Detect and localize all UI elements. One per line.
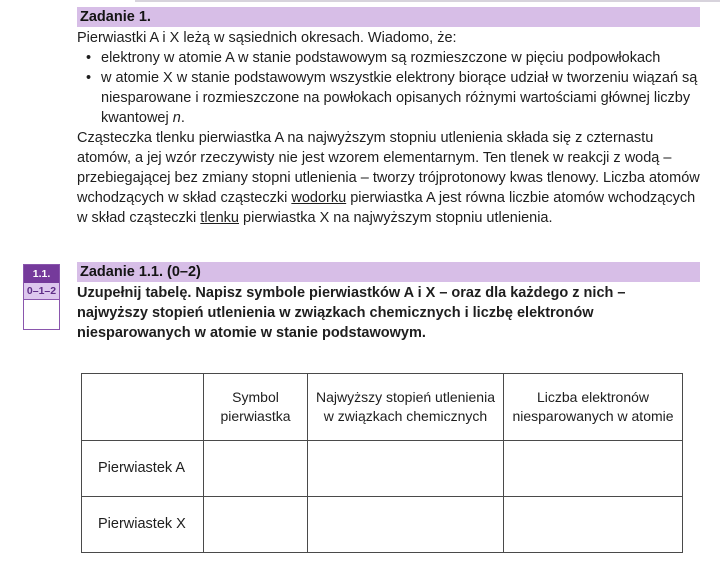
table-corner-cell <box>82 374 204 441</box>
answers-table <box>81 373 683 553</box>
underlined-word-tlenku: tlenku <box>200 210 239 226</box>
score-entry-box <box>24 300 59 329</box>
margin-score-marker <box>23 264 60 330</box>
row-label-element-x: Pierwiastek X <box>82 497 204 553</box>
answer-cell <box>504 441 683 497</box>
column-header-symbol: Symbol pierwiastka <box>204 374 308 441</box>
paragraph-segment: Cząsteczka tlenku pierwiastka A na najwyższym stopniu utlenienia składa się z czternastu atomów, a jej wzór rzeczywisty nie jest wzorem elementarnym. Ten tlenek w reakcji z wodą – przebiegającej bez zmiany stopni utlenienia – tworzy trójprotonowy kwas tlenowy. Liczba atomów wchodzących w skład cząsteczki <box>77 130 700 206</box>
task-1-1-header-bar <box>77 262 700 282</box>
paragraph-segment: pierwiastka X na najwyższym stopniu utlenienia. <box>239 210 553 226</box>
task-1-section <box>77 7 700 228</box>
task-1-title: Zadanie 1. <box>80 9 151 25</box>
table-row <box>82 497 683 553</box>
row-label-element-a: Pierwiastek A <box>82 441 204 497</box>
task-1-1-title: Zadanie 1.1. (0–2) <box>80 264 201 280</box>
underlined-word-wodorku: wodorku <box>291 190 347 206</box>
task-1-1-instruction: Uzupełnij tabelę. Napisz symbole pierwiastków A i X – oraz dla każdego z nich – najwyższy stopień utlenienia w związkach chemicznych i liczbę elektronów niesparowanych w atomie w stanie podstawowym. <box>77 285 626 341</box>
paragraph-segment: pierwiastka A jest równa liczbie atomów wchodzących w skład cząsteczki <box>77 190 696 226</box>
bullet-icon <box>77 48 101 68</box>
task-number-badge: 1.1. <box>24 265 59 283</box>
task-1-paragraph <box>77 128 700 228</box>
bullet-2-period: . <box>180 110 185 126</box>
answer-cell <box>504 497 683 553</box>
bullet-2-main: w atomie X w stanie podstawowym wszystkie elektrony biorące udział w tworzeniu wiązań są niesparowane i rozmieszczone na powłokach opisanych różnymi wartościami głównej liczby kwantowej <box>101 70 698 126</box>
answer-cell <box>204 497 308 553</box>
task-1-header-bar <box>77 7 700 27</box>
page-top-divider <box>135 0 720 2</box>
task-1-1-section <box>77 262 700 343</box>
task-1-intro: Pierwiastki A i X leżą w sąsiednich okresach. Wiadomo, że: <box>77 30 457 46</box>
answer-cell <box>308 497 504 553</box>
list-item <box>77 68 700 128</box>
bullet-2-text <box>101 68 700 128</box>
column-header-oxidation: Najwyższy stopień utlenienia w związkach chemicznych <box>308 374 504 441</box>
column-header-electrons: Liczba elektronów niesparowanych w atomie <box>504 374 683 441</box>
table-header-row <box>82 374 683 441</box>
bullet-1-text: elektrony w atomie A w stanie podstawowym są rozmieszczone w pięciu podpowłokach <box>101 50 661 66</box>
score-scale-badge: 0–1–2 <box>24 283 59 300</box>
table-row <box>82 441 683 497</box>
bullet-icon <box>77 68 101 128</box>
answer-cell <box>204 441 308 497</box>
quantum-number-symbol: n <box>172 110 181 126</box>
list-item <box>77 48 700 68</box>
answer-cell <box>308 441 504 497</box>
